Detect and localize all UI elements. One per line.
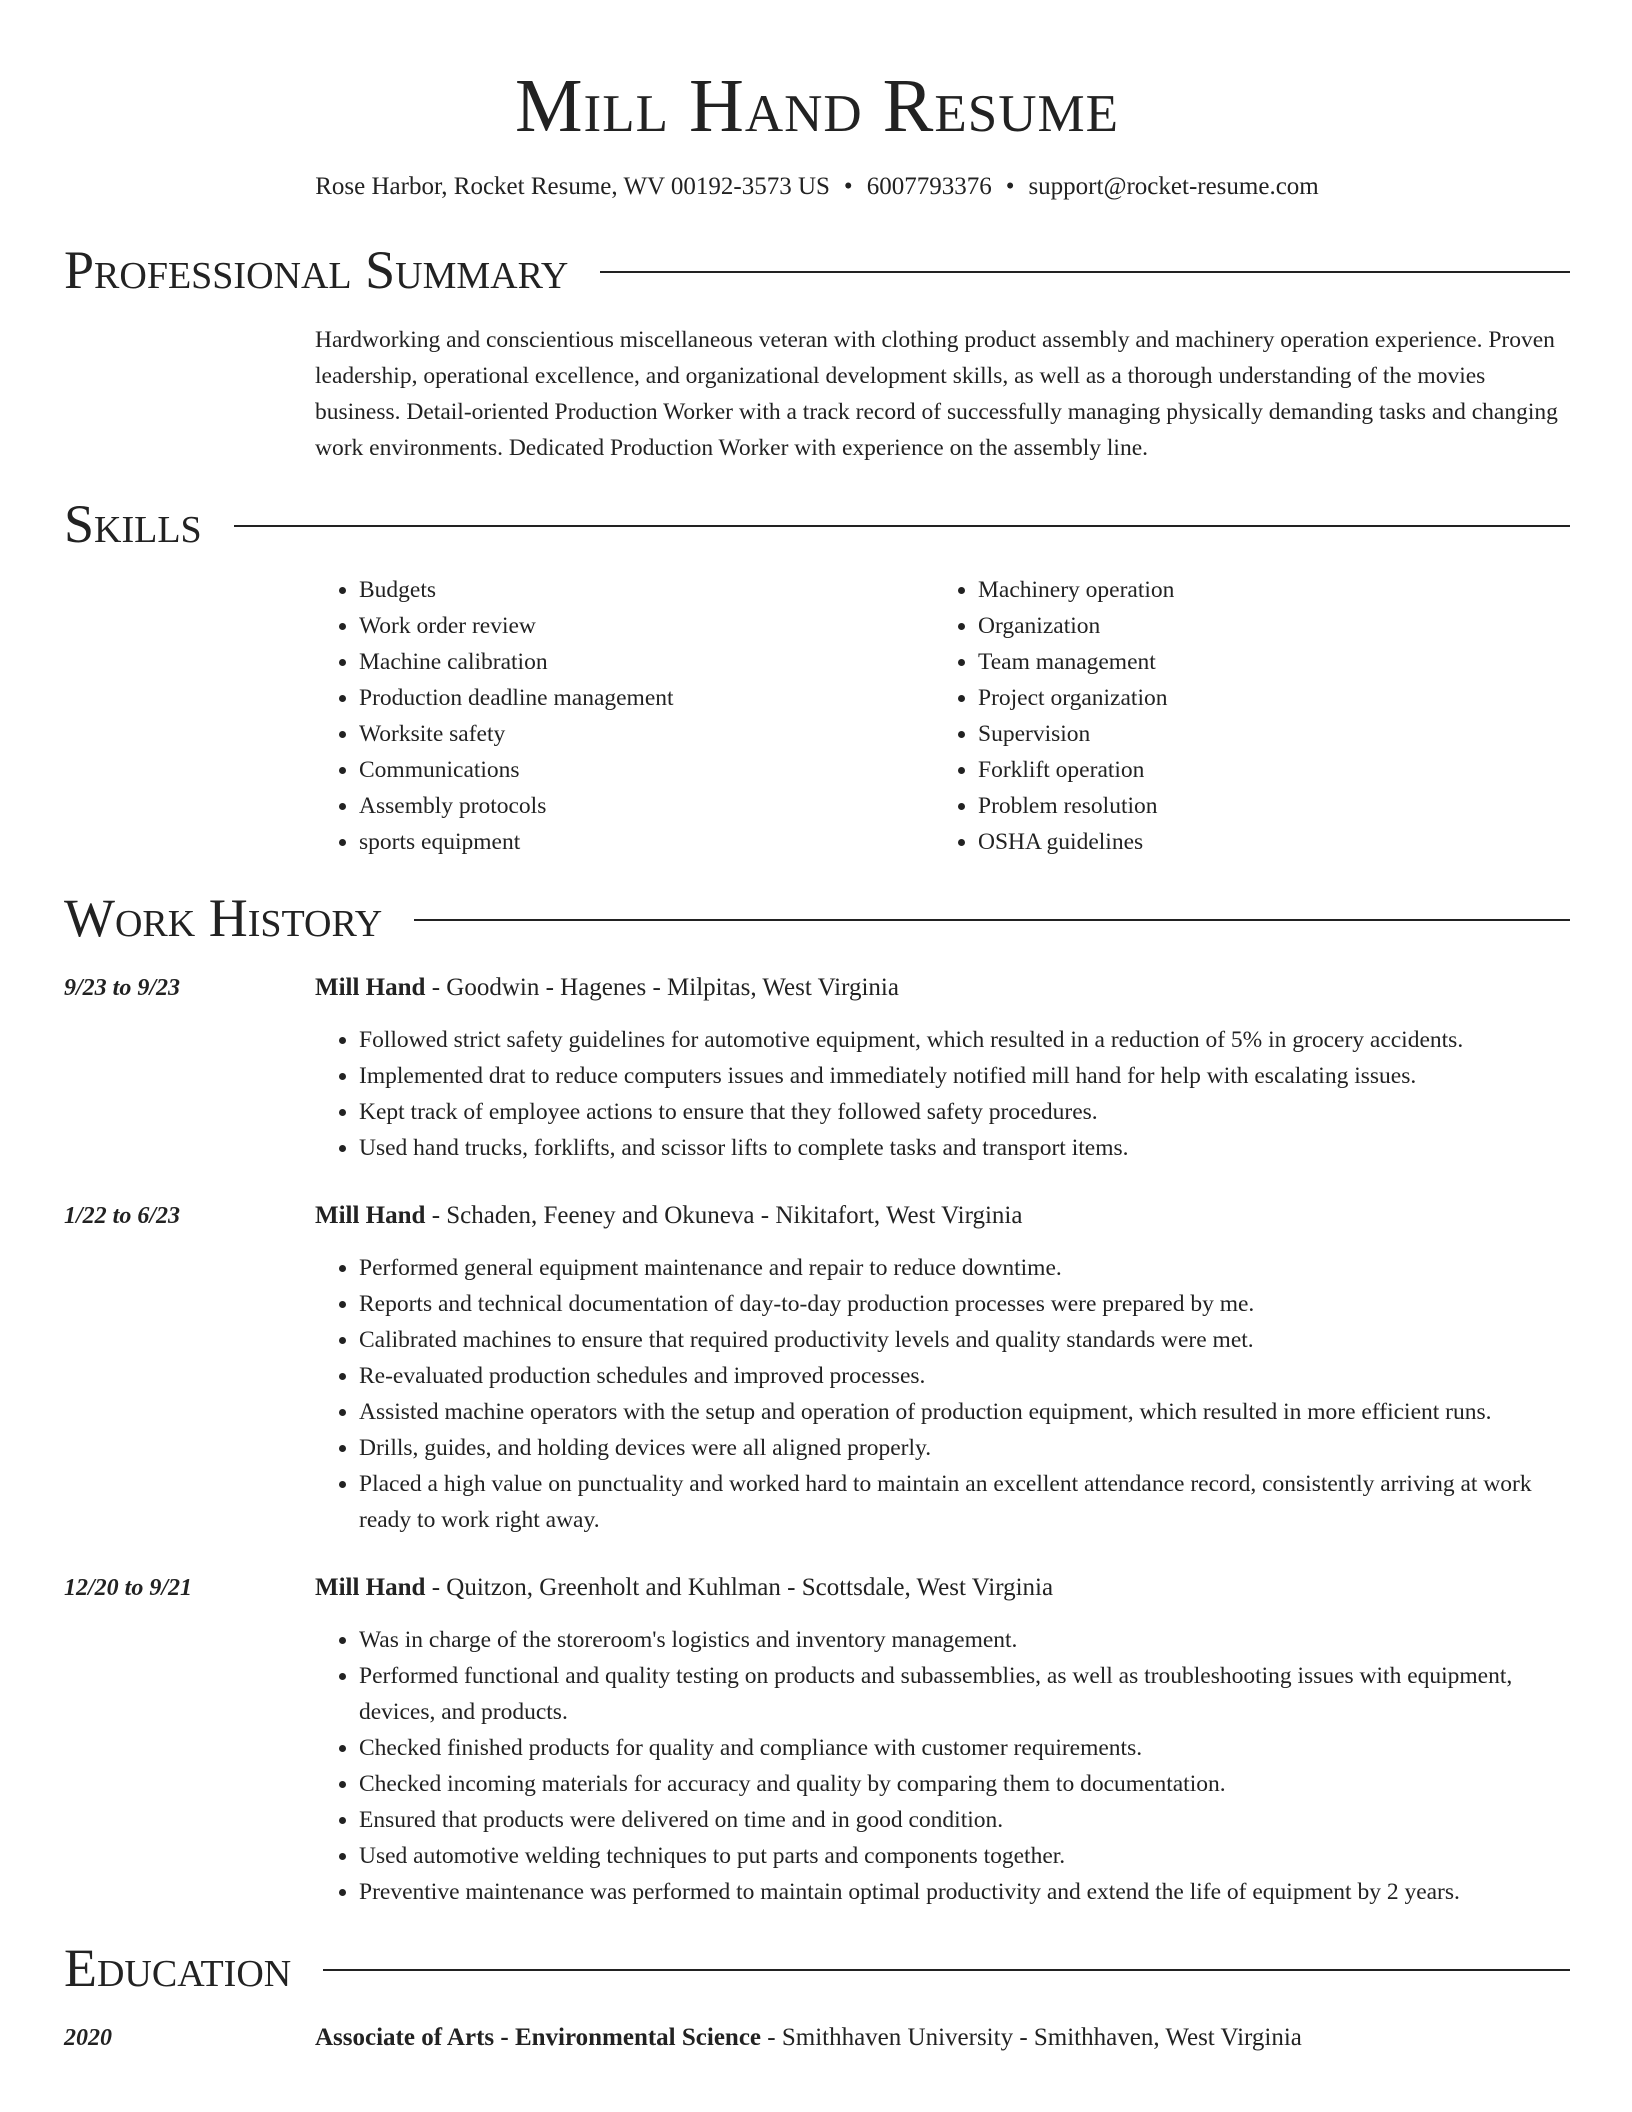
list-item: • Project organization — [978, 680, 1552, 716]
job-company: - Schaden, Feeney and Okuneva - Nikitafort, West Virginia — [425, 1202, 1023, 1229]
list-item: • Problem resolution — [978, 788, 1552, 824]
list-item: • Forklift operation — [978, 752, 1552, 788]
section-header-work — [64, 886, 1570, 950]
list-item: • Preventive maintenance was performed to maintain optimal productivity and extend the life of equipment by 2 years. — [359, 1874, 1570, 1910]
list-item: • OSHA guidelines — [978, 824, 1552, 860]
summary-text: Hardworking and conscientious miscellaneous veteran with clothing product assembly and machinery operation experience. Proven leadership, operational excellence, and organizational development skills, as well as a thorough understanding of the movies business. Detail-oriented Production Worker with a track record of successfully managing physically demanding tasks and changing work environments. Dedicated Production Worker with experience on the assembly line. — [315, 327, 1558, 461]
list-item: • Assisted machine operators with the setup and operation of production equipment, which resulted in more efficient runs. — [359, 1394, 1570, 1430]
job-entry — [64, 1198, 1570, 1538]
job-dates: 12/20 to 9/21 — [64, 1575, 193, 1601]
work-history-list — [64, 970, 1570, 1910]
list-item: • Was in charge of the storeroom's logistics and inventory management. — [359, 1622, 1570, 1658]
section-divider — [600, 271, 1570, 273]
job-entry — [64, 1570, 1570, 1910]
list-item: • Work order review — [359, 608, 933, 644]
list-item: • Machinery operation — [978, 572, 1552, 608]
list-item: • Re-evaluated production schedules and improved processes. — [359, 1358, 1570, 1394]
education-school: - Smithhaven University - Smithhaven, West Virginia — [761, 2024, 1302, 2051]
contact-line — [64, 170, 1570, 204]
list-item: • Reports and technical documentation of day-to-day production processes were prepared by me. — [359, 1286, 1570, 1322]
job-dates: 1/22 to 6/23 — [64, 1203, 181, 1229]
education-degree: Associate of Arts - Environmental Science — [315, 2024, 762, 2051]
job-dates: 9/23 to 9/23 — [64, 975, 181, 1001]
contact-phone: 6007793376 — [866, 173, 992, 200]
section-header-education — [64, 1936, 1570, 2000]
job-heading — [315, 970, 1570, 1006]
list-item: • Followed strict safety guidelines for automotive equipment, which resulted in a reduction of 5% in grocery accidents. — [359, 1022, 1570, 1058]
list-item: • Assembly protocols — [359, 788, 933, 824]
list-item: • sports equipment — [359, 824, 933, 860]
list-item: • Checked finished products for quality and compliance with customer requirements. — [359, 1730, 1570, 1766]
list-item: • Performed general equipment maintenance and repair to reduce downtime. — [359, 1250, 1570, 1286]
job-heading — [315, 1570, 1570, 1606]
list-item: • Drills, guides, and holding devices were all aligned properly. — [359, 1430, 1570, 1466]
section-header-summary — [64, 238, 1570, 302]
contact-separator: • — [1005, 173, 1015, 200]
section-divider — [323, 1969, 1570, 1971]
job-bullets — [315, 1250, 1570, 1538]
job-bullets — [315, 1622, 1570, 1910]
job-bullets — [315, 1022, 1570, 1166]
skills-column-left — [315, 572, 933, 860]
skills-list — [315, 572, 1570, 860]
list-item: • Calibrated machines to ensure that required productivity levels and quality standards were met. — [359, 1322, 1570, 1358]
contact-separator: • — [843, 173, 853, 200]
list-item: • Communications — [359, 752, 933, 788]
resume-page — [64, 0, 1570, 2056]
list-item: • Performed functional and quality testing on products and subassemblies, as well as troubleshooting issues with equipment, devices, and products. — [359, 1658, 1570, 1730]
contact-email: support@rocket-resume.com — [1028, 173, 1319, 200]
list-item: • Supervision — [978, 716, 1552, 752]
list-item: • Kept track of employee actions to ensure that they followed safety procedures. — [359, 1094, 1570, 1130]
education-year: 2020 — [64, 2025, 112, 2051]
section-title-education: Education — [64, 1938, 292, 1998]
section-title-skills: Skills — [64, 494, 202, 554]
list-item: • Used hand trucks, forklifts, and scissor lifts to complete tasks and transport items. — [359, 1130, 1570, 1166]
job-role: Mill Hand — [315, 1202, 426, 1229]
list-item: • Checked incoming materials for accuracy and quality by comparing them to documentation. — [359, 1766, 1570, 1802]
list-item: • Production deadline management — [359, 680, 933, 716]
section-title-summary: Professional Summary — [64, 240, 569, 300]
section-divider — [234, 525, 1570, 527]
list-item: • Organization — [978, 608, 1552, 644]
list-item: • Used automotive welding techniques to put parts and components together. — [359, 1838, 1570, 1874]
job-role: Mill Hand — [315, 1574, 426, 1601]
contact-address: Rose Harbor, Rocket Resume, WV 00192-3573 US — [315, 173, 830, 200]
job-entry — [64, 970, 1570, 1166]
page-title: Mill Hand Resume — [514, 64, 1119, 148]
job-role: Mill Hand — [315, 974, 426, 1001]
list-item: • Ensured that products were delivered on time and in good condition. — [359, 1802, 1570, 1838]
education-entry — [64, 2020, 1570, 2056]
section-divider — [414, 919, 1570, 921]
list-item: • Worksite safety — [359, 716, 933, 752]
section-title-work: Work History — [64, 888, 383, 948]
list-item: • Budgets — [359, 572, 933, 608]
skills-column-right — [933, 572, 1552, 860]
job-company: - Quitzon, Greenholt and Kuhlman - Scottsdale, West Virginia — [425, 1574, 1054, 1601]
section-header-skills — [64, 492, 1570, 556]
job-heading — [315, 1198, 1570, 1234]
list-item: • Implemented drat to reduce computers issues and immediately notified mill hand for help with escalating issues. — [359, 1058, 1570, 1094]
education-heading — [315, 2020, 1570, 2056]
list-item: • Machine calibration — [359, 644, 933, 680]
list-item: • Team management — [978, 644, 1552, 680]
job-company: - Goodwin - Hagenes - Milpitas, West Virginia — [425, 974, 899, 1001]
list-item: • Placed a high value on punctuality and worked hard to maintain an excellent attendance record, consistently arriving at work ready to work right away. — [359, 1466, 1570, 1538]
